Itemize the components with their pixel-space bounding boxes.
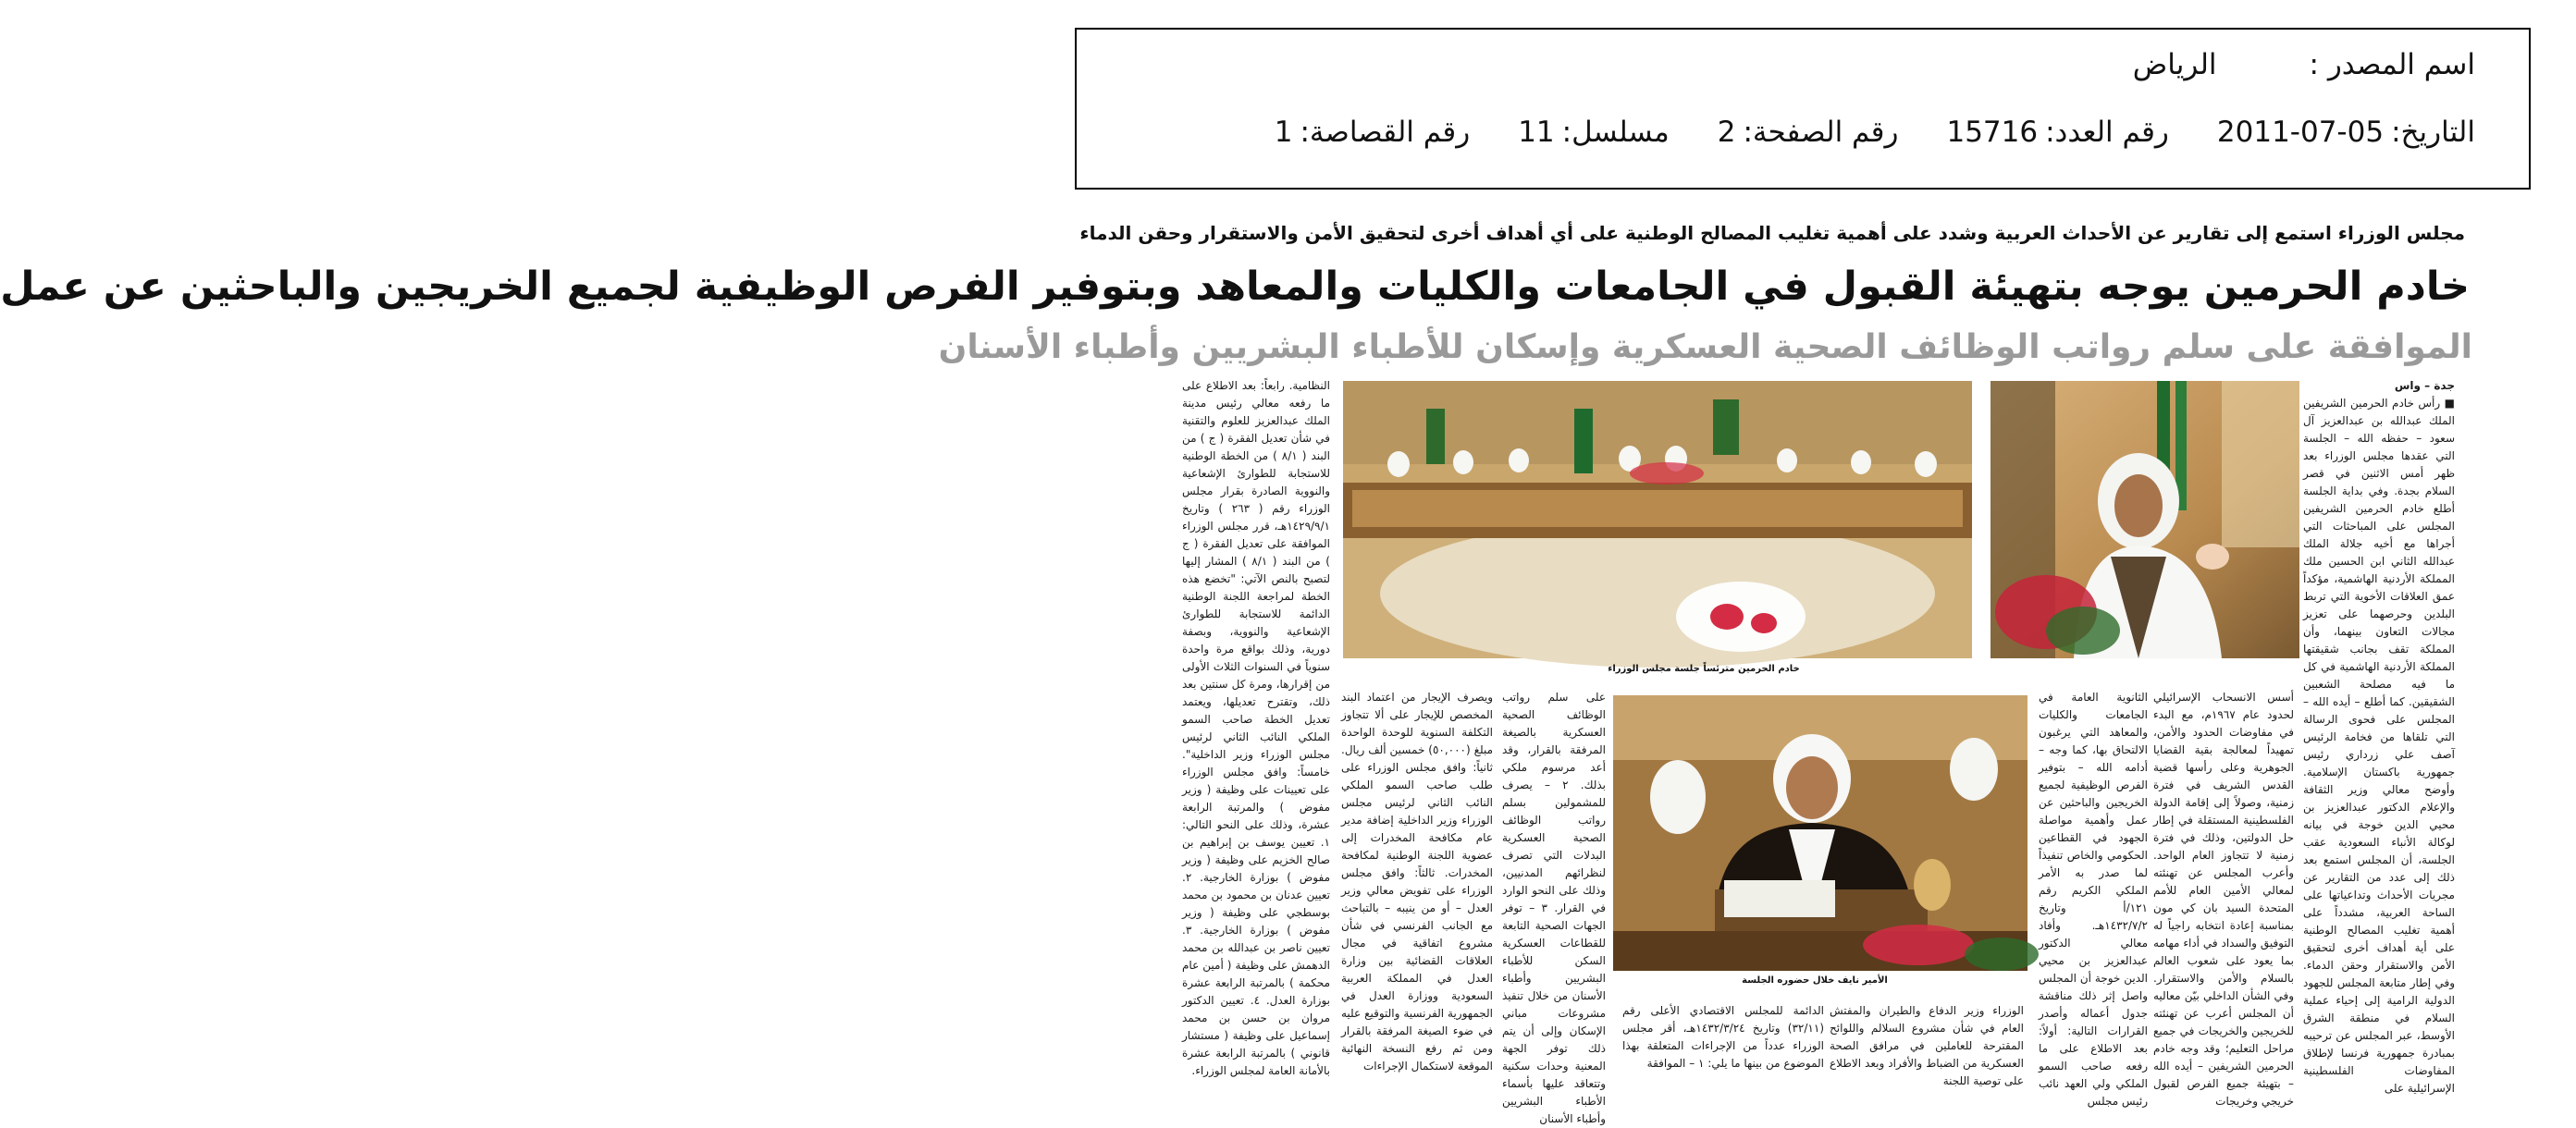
article-headline: خادم الحرمين يوجه بتهيئة القبول في الجامعات والكليات والمعاهد وبتوفير الفرص الوظيفية لجميع الخريجين والباحثين عن عمل: [0, 264, 2470, 310]
cabinet-photo: [1343, 381, 1972, 658]
nayef-photo-art: [1613, 695, 2028, 971]
article-subhead: الموافقة على سلم رواتب الوظائف الصحية العسكرية وإسكان للأطباء البشريين وأطباء الأسنان: [938, 328, 2472, 366]
nayef-photo-caption: الأمير نايف خلال حضوره الجلسة: [1742, 975, 1888, 986]
source-value: الرياض: [2132, 48, 2217, 81]
nayef-photo: [1613, 695, 2028, 971]
article-column-6: [1502, 689, 1607, 1125]
date-value: 2011-07-05: [2216, 116, 2385, 149]
article-column-5-text: الدائمة للمجلس الاقتصادي الأعلى رقم (٣٢/١١) وتاريخ ١٤٣٢/٣/٢٤هـ، أقر مجلس الوزراء عدداً من الإجراءات المتعلقة بهذا الموضوع من بينها ما يلي: ١ – الموافقة: [1622, 1004, 1824, 1070]
page-label: رقم الصفحة:: [1743, 116, 1899, 149]
meta-row: [1114, 116, 2475, 149]
clipping-header-box: [1075, 28, 2531, 190]
page-value: 2: [1717, 116, 1736, 149]
article-column-7-text: ويصرف الإيجار من اعتماد البند المخصص للإيجار على ألا تتجاوز التكلفة السنوية للوحدة الواحدة مبلغ (٥٠,٠٠٠) خمسين ألف ريال. ثانياً: وافق مجلس الوزراء على طلب صاحب السمو الملكي النائب الثاني لرئيس مجلس الوزراء وزير الداخلية إضافة مدير عام مكافحة المخدرات إلى عضوية اللجنة الوطنية لمكافحة المخدرات. ثالثاً: وافق مجلس الوزراء على تفويض معالي وزير العدل – أو من ينيبه – بالتباحث مع الجانب الفرنسي في شأن مشروع اتفاقية في مجال العلاقات القضائية بين وزارة العدل في المملكة العربية السعودية ووزارة العدل في الجمهورية الفرنسية والتوقيع عليه في ضوء الصيغة المرفقة بالقرار ومن ثم رفع النسخة النهائية الموقعة لاستكمال الإجراءات: [1341, 691, 1493, 1073]
serial-label: مسلسل:: [1561, 116, 1670, 149]
article-column-2-text: أسس الانسحاب الإسرائيلي لحدود عام ١٩٦٧م، مع البدء في مفاوضات الحدود والأمن، تمهيداً لمعالجة بقية القضايا الجوهرية وعلى رأسها قضية القدس الشريف في فترة زمنية، وصولاً إلى إقامة الدولة الفلسطينية المستقلة في إطار حل الدولتين، وذلك في فترة زمنية لا تتجاوز العام الواحد. وأعرب المجلس عن تهنئته لمعالي الأمين العام للأمم المتحدة السيد بان كي مون بمناسبة إعادة انتخابه راجياً له التوفيق والسداد في أداء مهامه بما يعود على شعوب العالم بالسلام والأمن والاستقرار. وفي الشأن الداخلي بيّن معاليه أن المجلس أعرب عن تهنئته للخريجين والخريجات في جميع مراحل التعليم؛ وقد وجه خادم الحرمين الشريفين – أيده الله – بتهيئة جميع الفرص لقبول خريجي وخريجات: [2153, 691, 2294, 1108]
article-column-1: [2303, 377, 2455, 1108]
clip-value: 1: [1274, 116, 1293, 149]
article-column-6-text: على سلم رواتب الوظائف الصحية العسكرية بالصيغة المرفقة بالقرار، وقد أعد مرسوم ملكي بذلك. ٢ – يصرف للمشمولين بسلم رواتب الوظائف الصحية العسكرية البدلات التي تصرف لنظرائهم المدنيين، وذلك على النحو الوارد في القرار. ٣ – توفر الجهات الصحية التابعة للقطاعات العسكرية السكن للأطباء البشريين وأطباء الأسنان من خلال تنفيذ مشروعات مباني الإسكان وإلى أن يتم ذلك توفر الجهة المعنية وحدات سكنية وتتعاقد عليها بأسماء الأطباء البشريين وأطباء الأسنان: [1502, 691, 1607, 1125]
king-photo-art: [1991, 381, 2299, 658]
serial-value: 11: [1518, 116, 1555, 149]
cabinet-photo-caption: خادم الحرمين مترئساً جلسة مجلس الوزراء: [1608, 664, 1800, 674]
article-column-4-text: الوزراء وزير الدفاع والطيران والمفتش العام في شأن مشروع السلالم واللوائح المقترحة للعاملين في مرافق الصحة العسكرية من الضباط والأفراد وبعد الاطلاع على توصية اللجنة: [1830, 1004, 2024, 1087]
article-column-4: [1830, 1002, 2024, 1108]
article-byline: جدة – واس: [2394, 379, 2455, 392]
article-column-2: [2153, 689, 2294, 1107]
issue-label: رقم العدد:: [2045, 116, 2169, 149]
cabinet-photo-art: [1343, 381, 1972, 658]
article-column-8-text: النظامية. رابعاً: بعد الاطلاع على ما رفعه معالي رئيس مدينة الملك عبدالعزيز للعلوم والتقنية في شأن تعديل الفقرة ( ج ) من البند ( ٨/١ ) من الخطة الوطنية للاستجابة للطوارئ الإشعاعية والنووية الصادرة بقرار مجلس الوزراء رقم ( ٢٦٣ ) وتاريخ ١٤٢٩/٩/١هـ، قرر مجلس الوزراء الموافقة على تعديل الفقرة ( ج ) من البند ( ٨/١ ) المشار إليها لتصبح بالنص الآتي: "تخضع هذه الخطة لمراجعة اللجنة الوطنية الدائمة للاستجابة للطوارئ الإشعاعية والنووية، وبصفة دورية، وذلك بواقع مرة واحدة سنوياً في السنوات الثلاث الأولى من إقرارها، ومرة كل سنتين بعد ذلك، وتقترح تعديلها، ويعتمد تعديل الخطة صاحب السمو الملكي النائب الثاني لرئيس مجلس الوزراء وزير الداخلية". خامساً: وافق مجلس الوزراء على تعيينات على وظيفة ( وزير مفوض ) والمرتبة الرابعة عشرة، وذلك على النحو التالي: ١. تعيين يوسف بن إبراهيم بن صالح الخزيم على وظيفة ( وزير مفوض ) بوزارة الخارجية. ٢. تعيين عدنان بن محمود بن محمد بوسطجي على وظيفة ( وزير مفوض ) بوزارة الخارجية. ٣. تعيين ناصر بن عبدالله بن محمد الدهمش على وظيفة ( أمين عام محكمة ) بالمرتبة الرابعة عشرة بوزارة العدل. ٤. تعيين الدكتور مروان بن حسن بن محمد إسماعيل على وظيفة ( مستشار قانوني ) بالمرتبة الرابعة عشرة بالأمانة العامة لمجلس الوزراء.: [1182, 379, 1331, 1077]
article-column-5: [1622, 1002, 1824, 1108]
article-kicker: مجلس الوزراء استمع إلى تقارير عن الأحداث العربية وشدد على أهمية تغليب المصالح الوطنية على أي أهداف أخرى لتحقيق الأمن والاستقرار وحقن الدماء: [1079, 222, 2465, 244]
article-column-3-text: الثانوية العامة في الجامعات والكليات والمعاهد التي يرغبون الالتحاق بها، كما وجه – أدامه الله – بتوفير الفرص الوظيفية لجميع الخريجين والباحثين عن عمل وأهمية مواصلة الجهود في القطاعين الحكومي والخاص تنفيذاً لما صدر به الأمر الملكي الكريم رقم ١٢١/أ وتاريخ ١٤٣٢/٧/٢هـ. وأفاد معالي الدكتور عبدالعزيز بن محيي الدين خوجة أن المجلس واصل إثر ذلك مناقشة جدول أعماله وأصدر القرارات التالية: أولاً: بعد الاطلاع على ما رفعه صاحب السمو الملكي ولي العهد نائب رئيس مجلس: [2039, 691, 2148, 1108]
king-photo: [1991, 381, 2299, 658]
article-column-3: [2039, 689, 2148, 1107]
article-column-8: [1182, 377, 1330, 1108]
date-label: التاريخ:: [2391, 116, 2475, 149]
source-row: [1114, 48, 2475, 81]
article-column-1-text: ■ رأس خادم الحرمين الشريفين الملك عبدالله بن عبدالعزيز آل سعود – حفظه الله – الجلسة التي عقدها مجلس الوزراء بعد ظهر أمس الاثنين في قصر السلام بجدة. وفي بداية الجلسة أطلع خادم الحرمين الشريفين المجلس على المباحثات التي أجراها مع أخيه جلالة الملك عبدالله الثاني ابن الحسين ملك المملكة الأردنية الهاشمية، مؤكداً عمق العلاقات الأخوية التي تربط البلدين وحرصهما على تعزيز مجالات التعاون بينهما، وأن المملكة تقف بجانب شقيقتها المملكة الأردنية الهاشمية في كل ما فيه مصلحة الشعبين الشقيقين. كما أطلع – أيده الله – المجلس على فحوى الرسالة التي تلقاها من فخامة الرئيس آصف علي زرداري رئيس جمهورية باكستان الإسلامية. وأوضح معالي وزير الثقافة والإعلام الدكتور عبدالعزيز بن محيي الدين خوجة في بيانه لوكالة الأنباء السعودية عقب الجلسة، أن المجلس استمع بعد ذلك إلى عدد من التقارير عن مجريات الأحداث وتداعياتها على الساحة العربية، مشدداً على أهمية تغليب المصالح الوطنية على أية أهداف أخرى لتحقيق الأمن والاستقرار وحقن الدماء. وفي إطار متابعة المجلس للجهود الدولية الرامية إلى إحياء عملية السلام في منطقة الشرق الأوسط، عبر المجلس عن ترحيبه بمبادرة جمهورية فرنسا لإطلاق المفاوضات الفلسطينية الإسرائيلية على: [2303, 397, 2455, 1095]
clip-label: رقم القصاصة:: [1300, 116, 1471, 149]
article-column-7: [1341, 689, 1493, 1107]
issue-value: 15716: [1946, 116, 2039, 149]
source-label: اسم المصدر :: [2309, 48, 2475, 81]
